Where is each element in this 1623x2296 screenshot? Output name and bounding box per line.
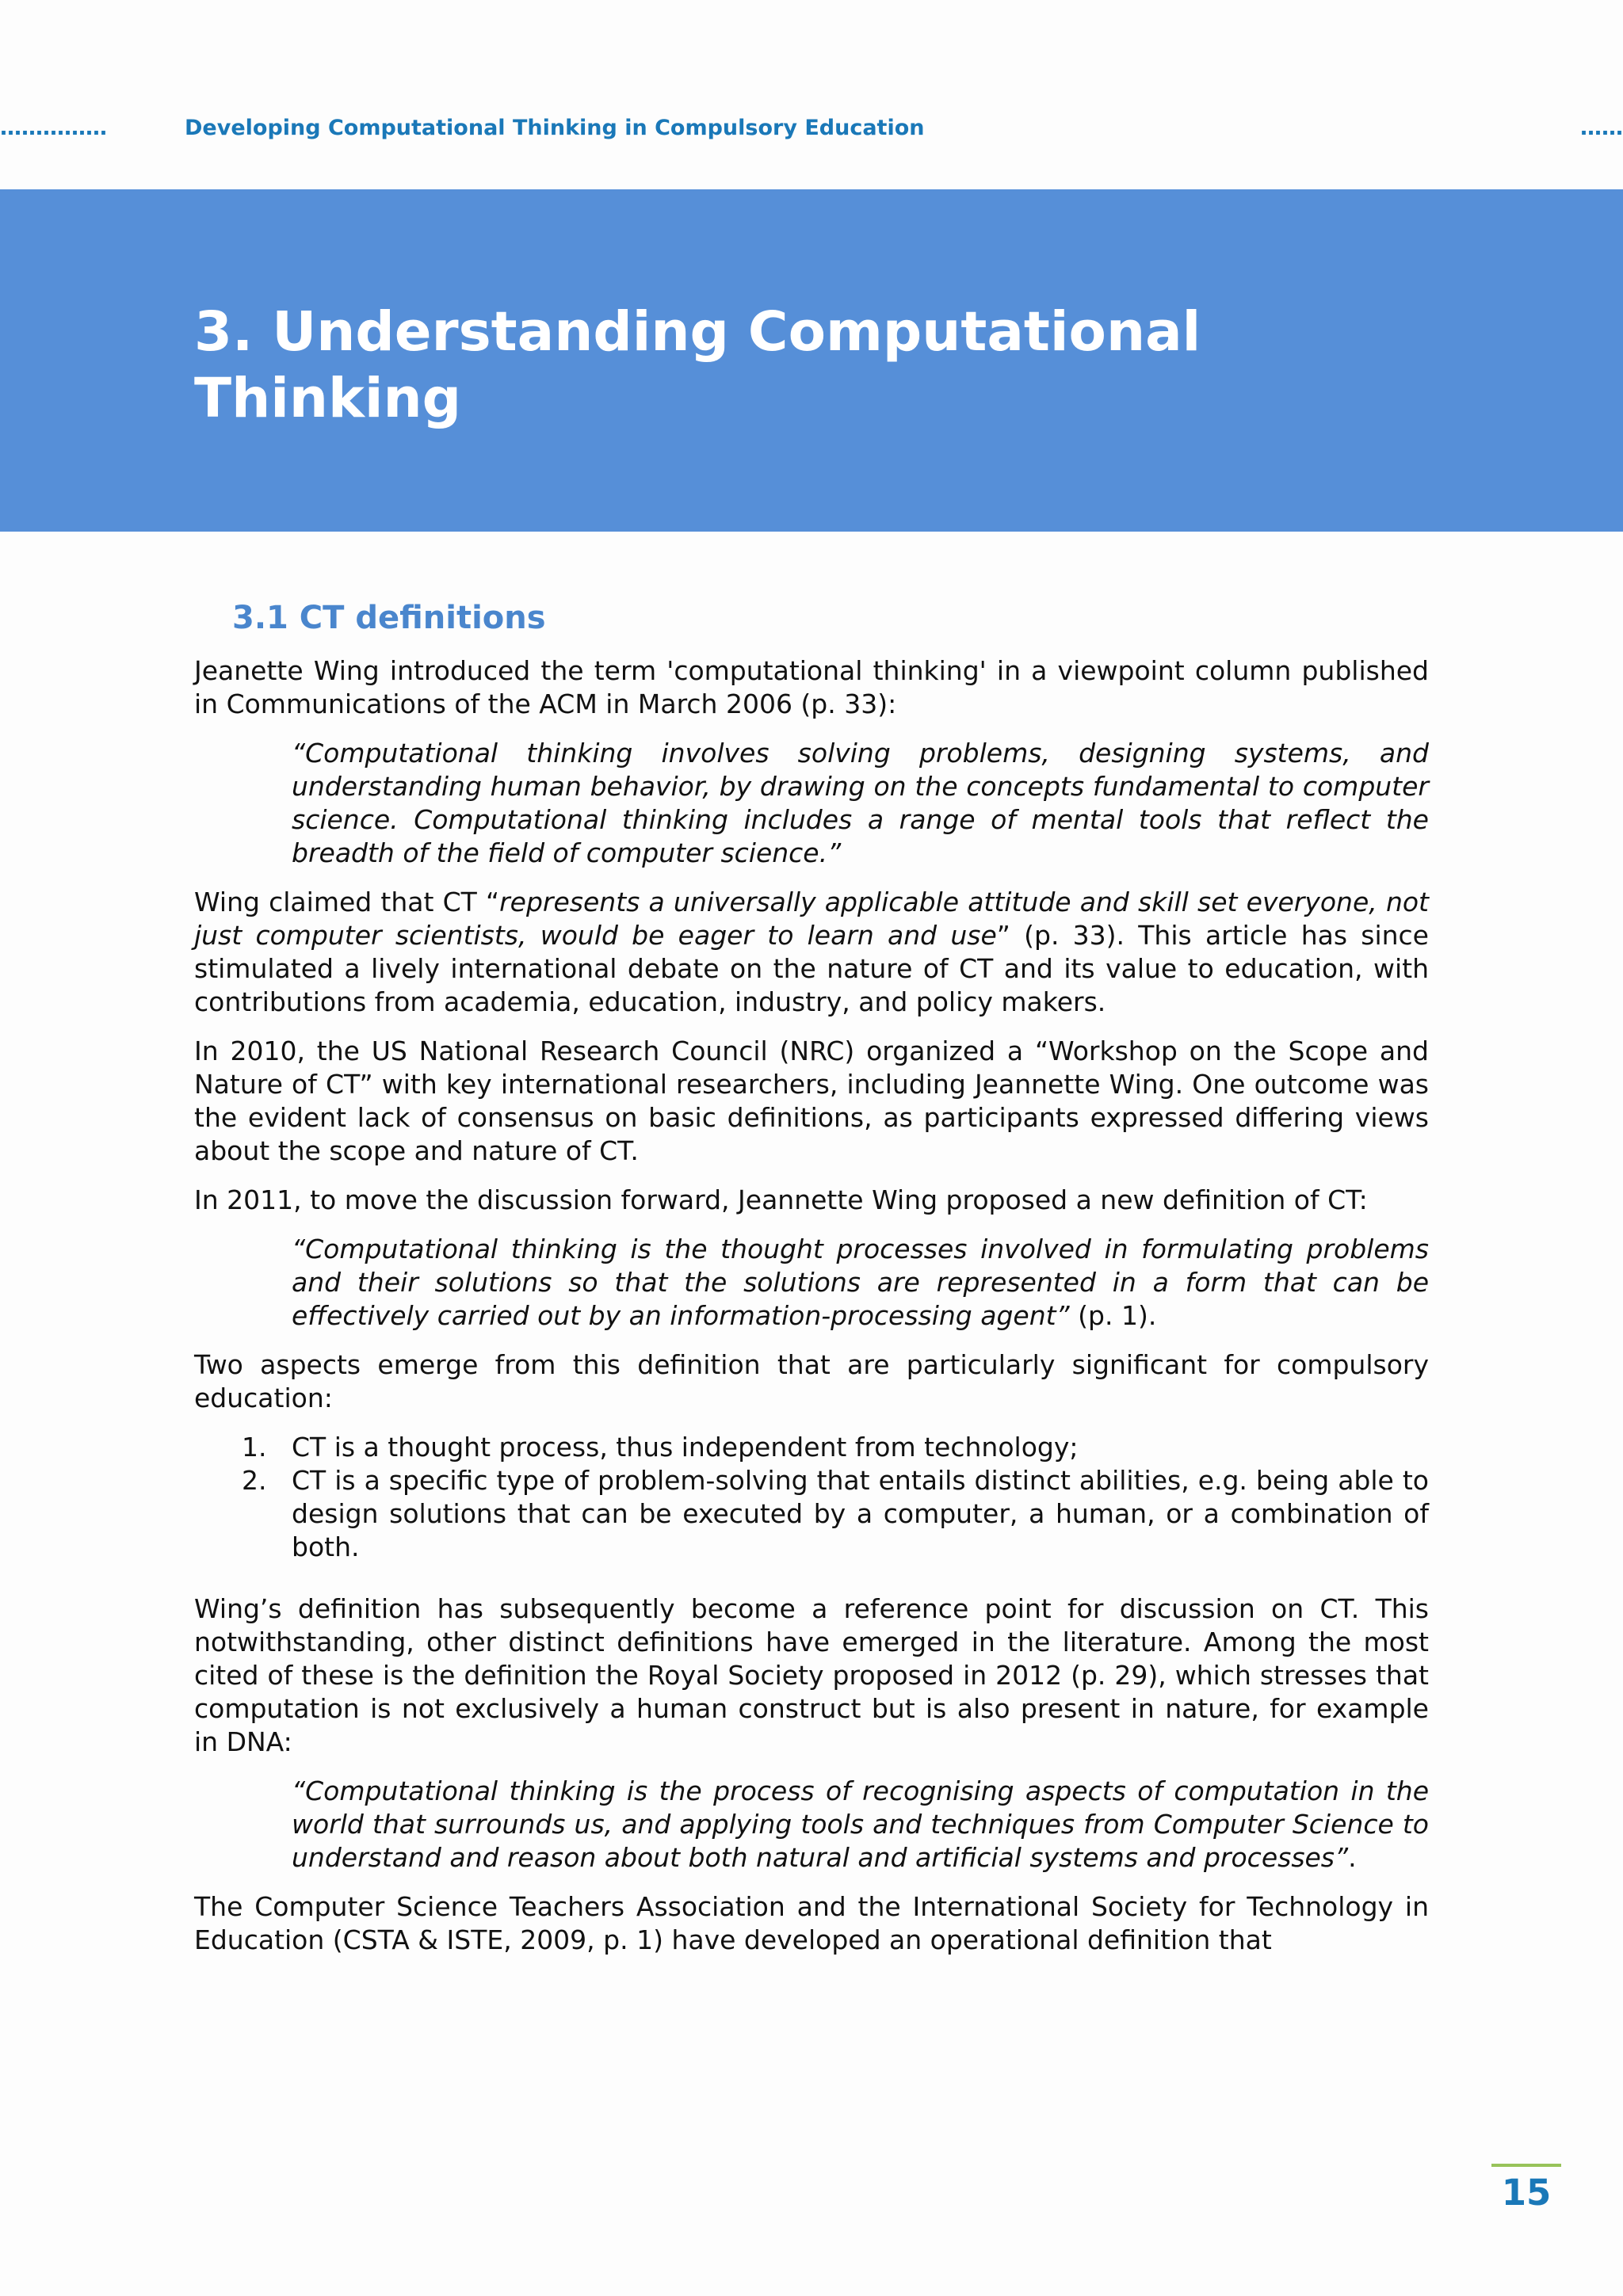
running-header: [0, 116, 1623, 144]
header-dots-left: ……………: [0, 116, 107, 140]
list-item-text: CT is a specific type of problem-solving that entails distinct abilities, e.g. being able to design solutions that can be executed by a computer, a human, or a combination of both.: [292, 1465, 1429, 1562]
page-number-rule: [1491, 2164, 1561, 2167]
paragraph-intro: Jeanette Wing introduced the term 'computational thinking' in a viewpoint column published in Communications of the ACM in March 2006 (p. 33):: [194, 655, 1429, 719]
paragraph-wing-claim: [194, 886, 1429, 1019]
quote-wing-2011: [292, 1233, 1429, 1333]
chapter-title-line2: Thinking: [194, 367, 462, 430]
wing-claim-quote: represents a universally applicable attitude and skill set everyone, not just computer scientists, would be eager to learn and use: [194, 887, 1429, 951]
aspects-list: [194, 1431, 1429, 1564]
quote-wing-2006: “Computational thinking involves solving problems, designing systems, and understanding human behavior, by drawing on the concepts fundamental to computer science. Computational thinking includes a range of mental tools that reflect the breadth of the field of computer science.”: [292, 738, 1429, 868]
chapter-title-line1: 3. Understanding Computational: [194, 300, 1201, 364]
list-item-number: 2.: [242, 1465, 267, 1496]
quote-royal-society-text: “Computational thinking is the process of recognising aspects of computation in the world that surrounds us, and applying tools and techniques from Computer Science to understand and reason about both natural and artificial systems and processes”: [292, 1775, 1429, 1873]
chapter-banner: [0, 189, 1623, 532]
section-heading: 3.1 CT definitions: [232, 600, 546, 636]
list-item-number: 1.: [242, 1432, 267, 1463]
quote-wing-2011-cite: (p. 1).: [1069, 1300, 1157, 1331]
list-item-text: CT is a thought process, thus independent from technology;: [292, 1432, 1079, 1463]
list-item: [194, 1464, 1429, 1564]
paragraph-royal-society: Wing’s definition has subsequently become a reference point for discussion on CT. This notwithstanding, other distinct definitions have emerged in the literature. Among the most cited of these is the definition the Royal Society proposed in 2012 (p. 29), which stresses that computation is not exclusively a human construct but is also present in nature, for example in DNA:: [194, 1593, 1429, 1757]
paragraph-2011-definition: In 2011, to move the discussion forward, Jeannette Wing proposed a new definition of CT:: [194, 1184, 1368, 1215]
chapter-title: [194, 299, 1201, 432]
wing-claim-lead: Wing claimed that CT “: [194, 887, 500, 917]
paragraph-two-aspects: Two aspects emerge from this definition that are particularly significant for compulsory education:: [194, 1349, 1429, 1413]
main-content: [194, 596, 1429, 1973]
running-header-title: Developing Computational Thinking in Compulsory Education: [185, 116, 925, 140]
paragraph-nrc-workshop: In 2010, the US National Research Council (NRC) organized a “Workshop on the Scope and Nature of CT” with key international researchers, including Jeannette Wing. One outcome was the evident lack of consensus on basic definitions, as participants expressed differing views about the scope and nature of CT.: [194, 1035, 1429, 1166]
quote-royal-society: [292, 1775, 1429, 1875]
wing-claim-rest: ” (p. 33). This article has since stimulated a lively international debate on the nature of CT and its value to education, with contributions from academia, education, industry, and policy makers.: [194, 920, 1429, 1017]
list-item: [194, 1431, 1429, 1464]
quote-wing-2011-text: “Computational thinking is the thought processes involved in formulating problems and their solutions so that the solutions are represented in a form that can be effectively carried out by an information-processing agent”: [292, 1234, 1429, 1331]
header-dots-right: ……: [1580, 116, 1623, 140]
page-number: 15: [1501, 2172, 1552, 2214]
paragraph-csta-iste: The Computer Science Teachers Association and the International Society for Technology in Education (CSTA & ISTE, 2009, p. 1) have developed an operational definition that: [194, 1891, 1429, 1955]
quote-royal-society-cite: .: [1348, 1842, 1357, 1873]
